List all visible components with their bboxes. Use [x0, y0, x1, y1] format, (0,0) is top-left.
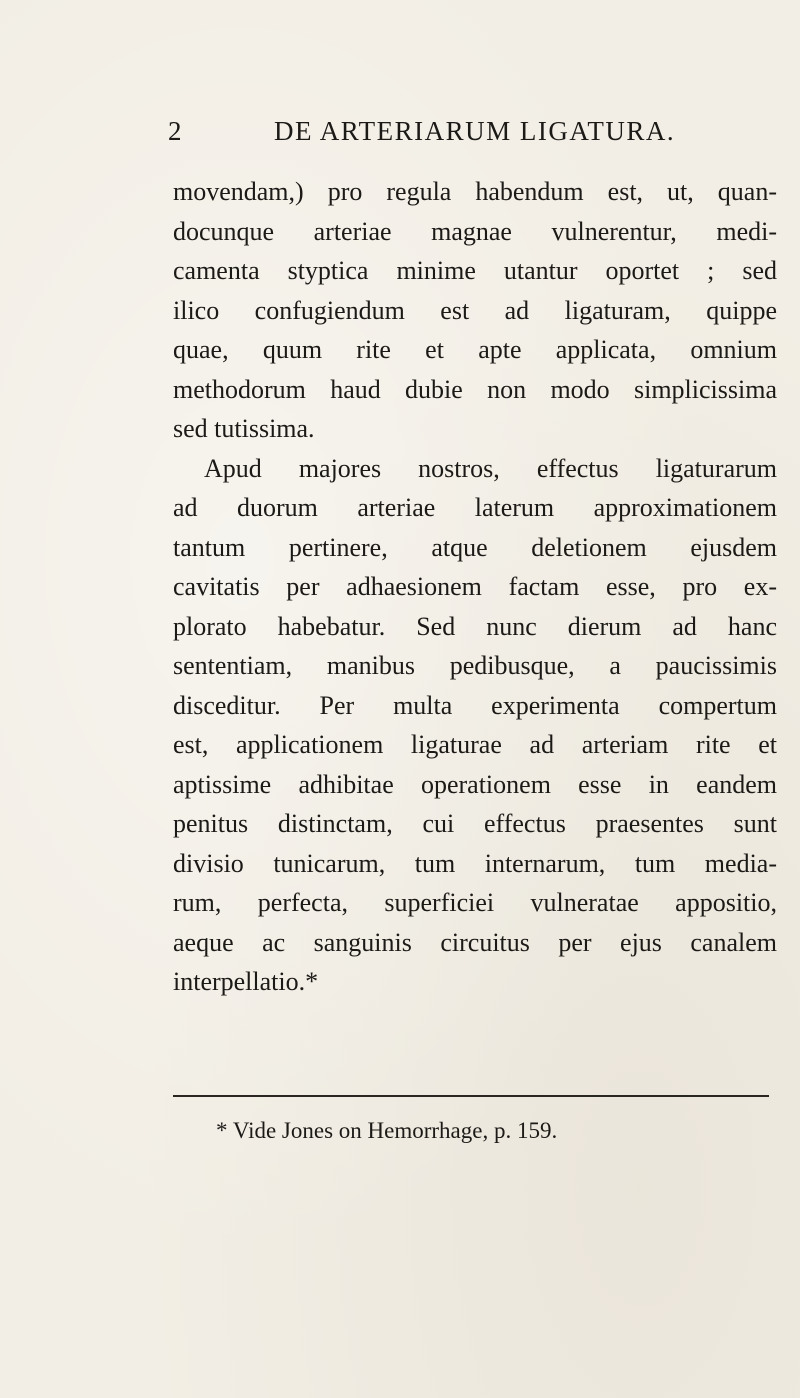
text-line: tantum pertinere, atque deletionem ejusdem: [173, 532, 777, 562]
text-line: penitus distinctam, cui effectus praesentes sunt: [173, 809, 777, 838]
text-line: aptissime adhibitae operationem esse in eandem: [173, 769, 777, 799]
text-line: ilico confugiendum est ad ligaturam, quippe: [173, 295, 777, 325]
text-line: docunque arteriae magnae vulnerentur, medi-: [173, 216, 777, 246]
text-line: disceditur. Per multa experimenta compertum: [173, 690, 777, 720]
text-line: aeque ac sanguinis circuitus per ejus canalem: [173, 927, 777, 957]
text-line: est, applicationem ligaturae ad arteriam rite et: [173, 730, 777, 759]
text-line: plorato habebatur. Sed nunc dierum ad hanc: [173, 611, 777, 641]
running-head: [168, 116, 676, 156]
text-line: movendam,) pro regula habendum est, ut, quan-: [173, 177, 777, 206]
body-text: [173, 172, 777, 1002]
running-title: DE ARTERIARUM LIGATURA.: [274, 116, 676, 146]
text-line: ad duorum arteriae laterum approximationem: [173, 493, 777, 522]
text-line: divisio tunicarum, tum internarum, tum media-: [173, 848, 777, 878]
page-number: 2: [168, 116, 182, 146]
paragraph-start-line: Apud majores nostros, effectus ligaturarum: [204, 453, 777, 483]
footnote: * Vide Jones on Hemorrhage, p. 159.: [216, 1118, 558, 1143]
text-line: methodorum haud dubie non modo simplicissima: [173, 374, 777, 404]
text-line: cavitatis per adhaesionem factam esse, pro ex-: [173, 572, 777, 601]
text-line: quae, quum rite et apte applicata, omnium: [173, 335, 777, 364]
text-line: sententiam, manibus pedibusque, a paucissimis: [173, 651, 777, 680]
text-line: interpellatio.*: [173, 967, 319, 996]
text-line: rum, perfecta, superficiei vulneratae appositio,: [173, 888, 777, 917]
text-line: sed tutissima.: [173, 414, 315, 443]
footnote-rule: [173, 1095, 769, 1097]
text-line: camenta styptica minime utantur oportet ; sed: [173, 256, 777, 285]
